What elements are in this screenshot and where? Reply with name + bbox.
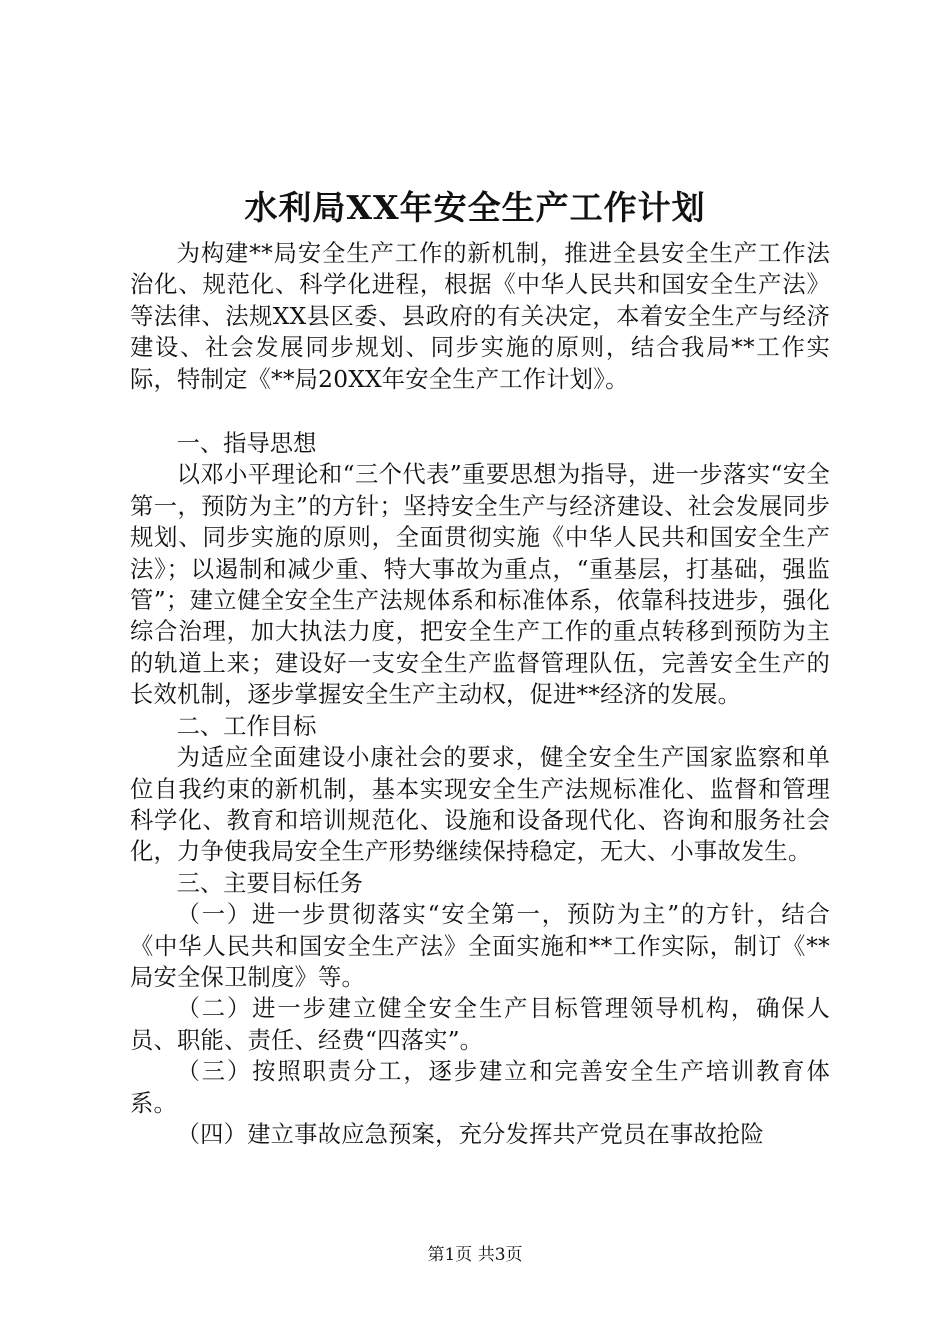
page-number-footer: 第1页 共3页 xyxy=(427,1245,523,1265)
intro-paragraph: 为构建**局安全生产工作的新机制，推进全县安全生产工作法治化、规范化、科学化进程，根据《中华人民共和国安全生产法》等法律、法规XX县区委、县政府的有关决定，本着安全生产与经济建设、社会发展同步规划、同步实施的原则，结合我局**工作实际，特制定《**局20XX年安全生产工作计划》。 xyxy=(130,240,830,393)
task-item: （三）按照职责分工，逐步建立和完善安全生产培训教育体系。 xyxy=(130,1058,830,1117)
document-body xyxy=(130,238,830,1150)
task-item: （四）建立事故应急预案，充分发挥共产党员在事故抢险 xyxy=(176,1120,765,1148)
section-heading-work-goals: 二、工作目标 xyxy=(176,712,317,740)
section-body-work-goals: 为适应全面建设小康社会的要求，健全安全生产国家监察和单位自我约束的新机制，基本实现安全生产法规标准化、监督和管理科学化、教育和培训规范化、设施和设备现代化、咨询和服务社会化，力争使我局安全生产形势继续保持稳定，无大、小事故发生。 xyxy=(130,744,830,866)
task-item: （一）进一步贯彻落实“安全第一，预防为主”的方针，结合《中华人民共和国安全生产法》全面实施和**工作实际，制订《**局安全保卫制度》等。 xyxy=(130,901,830,991)
paragraph-gap xyxy=(130,395,830,428)
section-heading-guiding-ideology: 一、指导思想 xyxy=(176,430,317,458)
document-title: 水利局XX年安全生产工作计划 xyxy=(244,188,706,227)
task-item: （二）进一步建立健全安全生产目标管理领导机构，确保人员、职能、责任、经费“四落实”。 xyxy=(130,995,830,1054)
section-body-guiding-ideology: 以邓小平理论和“三个代表”重要思想为指导，进一步落实“安全第一，预防为主”的方针；坚持安全生产与经济建设、社会发展同步规划、同步实施的原则，全面贯彻实施《中华人民共和国安全生产法》；以遏制和减少重、特大事故为重点，“重基层，打基础，强监管”；建立健全安全生产法规体系和标准体系，依靠科技进步，强化综合治理，加大执法力度，把安全生产工作的重点转移到预防为主的轨道上来；建设好一支安全生产监督管理队伍，完善安全生产的长效机制，逐步掌握安全生产主动权，促进**经济的发展。 xyxy=(130,461,830,709)
section-heading-main-tasks: 三、主要目标任务 xyxy=(176,869,363,897)
